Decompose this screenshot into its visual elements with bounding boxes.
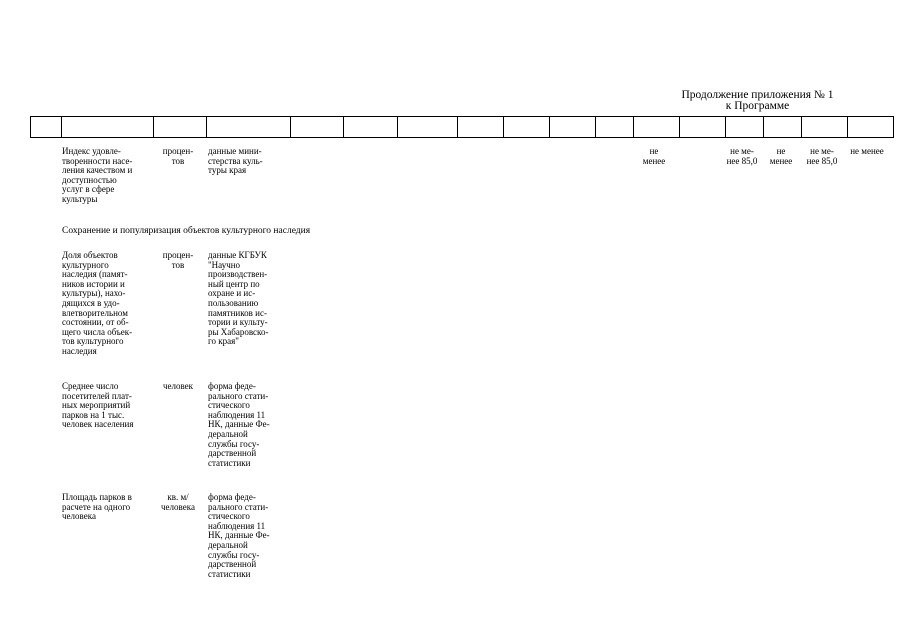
text-line: наблюдения 11 [208,520,266,531]
text-line: влетворительном [62,307,128,318]
indicator-name [62,382,152,430]
grid-cell [62,117,154,138]
text-line: дарственной [208,448,257,459]
appendix-header [650,90,865,112]
grid-cell [207,117,291,138]
text-line: охране и ис- [208,288,256,299]
text-line: деральной [208,539,248,550]
target-value [632,147,676,166]
text-line: наблюдения 11 [208,409,266,420]
text-line: культуры), нахо- [62,288,126,299]
indicator-unit [154,147,202,166]
target-value [845,147,889,157]
column-header-grid [30,116,894,138]
text-line: наследия (памят- [62,269,128,280]
text-line: тов культурного [62,336,124,347]
text-line: состоянии, от об- [62,317,129,328]
text-line: услуг в сфере [62,184,115,195]
text-line: не [776,146,786,156]
text-line: расчете на одного [62,501,131,512]
text-line: данные КГБУК [208,250,267,260]
text-line: тов [171,155,185,166]
text-line: дарственной [208,559,257,570]
text-line: дящихся в удо- [62,297,120,308]
text-line: Индекс удовле- [62,146,121,156]
text-line: культурного [62,259,109,270]
text-line: менее [642,155,666,166]
indicator-source [208,382,288,468]
indicator-name [62,147,152,205]
text-line: данные мини- [208,146,262,156]
text-line: тории и культу- [208,317,268,328]
indicator-unit [154,382,202,392]
grid-cell [504,117,550,138]
text-line: деральной [208,428,248,439]
indicator-source [208,147,288,176]
text-line: не ме- [730,146,754,156]
text-line: службы госу- [208,549,260,560]
text-line: го края" [208,336,239,347]
text-line: рального стати- [208,390,269,401]
grid-cell [398,117,458,138]
text-line: стерства куль- [208,155,263,166]
text-line: Среднее число [62,381,119,391]
text-line: процен- [162,146,194,156]
text-line: статистики [208,568,251,579]
text-line: человека [62,511,96,522]
text-line: наследия [62,345,97,356]
text-line: ных мероприятий [62,400,131,411]
text-line: стического [208,400,250,411]
text-line: пользованию [208,297,259,308]
text-line: форма феде- [208,492,256,502]
text-line: менее [769,155,793,166]
text-line: человек населения [62,419,134,430]
indicator-unit [154,251,202,270]
text-line: доступностью [62,174,117,185]
text-line: ный центр по [208,278,260,289]
text-line: нее 85,0 [726,155,758,166]
text-line: НК, данные Фе- [208,530,270,541]
grid-cell [550,117,596,138]
text-line: статистики [208,457,251,468]
grid-cell [344,117,398,138]
text-line: "Научно [208,259,241,270]
indicator-source [208,493,288,579]
grid-cell [634,117,680,138]
grid-cell [458,117,504,138]
appendix-header-line2: к Программе [725,100,790,112]
section-title: Сохранение и популяризация объектов культурного наследия [62,226,311,236]
text-line: творенности насе- [62,155,133,166]
text-line: памятников ис- [208,307,267,318]
target-value [763,147,799,166]
text-line: туры края [208,165,247,176]
text-line: НК, данные Фе- [208,419,270,430]
text-line: форма феде- [208,381,256,391]
text-line: культуры [62,193,98,204]
grid-cell [596,117,634,138]
text-line: не менее [850,146,884,156]
text-line: тов [171,259,185,270]
indicator-unit [154,493,202,512]
indicator-name [62,251,152,357]
grid-cell [726,117,764,138]
grid-cell [31,117,62,138]
text-line: службы госу- [208,438,260,449]
text-line: человек [162,381,194,391]
grid-cell [680,117,726,138]
grid-cell [154,117,207,138]
text-line: парков на 1 тыс. [62,409,125,420]
text-line: ления качеством и [62,165,133,176]
text-line: посетителей плат- [62,390,132,401]
text-line: ников истории и [62,278,125,289]
grid-cell [802,117,848,138]
target-value [801,147,843,166]
text-line: производствен- [208,269,268,280]
text-line: Доля объектов [62,250,118,260]
text-line: ры Хабаровско- [208,326,269,337]
text-line: нее 85,0 [806,155,838,166]
grid-cell [291,117,344,138]
text-line: человека [161,501,195,512]
text-line: Площадь парков в [62,492,132,502]
grid-cell [764,117,802,138]
text-line: рального стати- [208,501,269,512]
grid-cell [848,117,894,138]
text-line: процен- [162,250,194,260]
target-value [722,147,762,166]
text-line: стического [208,511,250,522]
text-line: кв. м/ [167,492,189,502]
indicator-name [62,493,152,522]
indicator-source [208,251,288,347]
appendix-header-line1: Продолжение приложения № 1 [681,89,834,101]
text-line: не ме- [810,146,834,156]
text-line: не [649,146,659,156]
text-line: щего числа объек- [62,326,133,337]
